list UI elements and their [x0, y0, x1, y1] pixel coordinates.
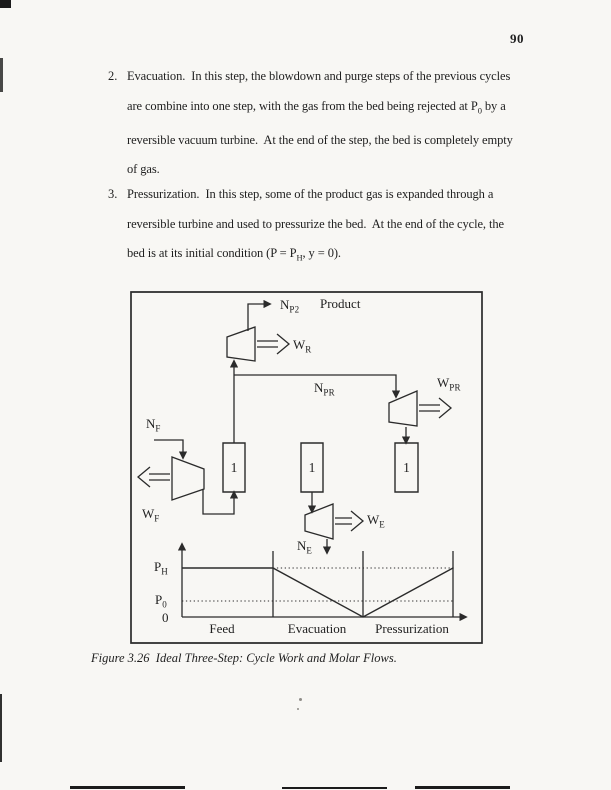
bed-3-label: 1: [403, 459, 410, 475]
compressor-to-bed1-line: [203, 489, 234, 514]
product-turbine: [227, 327, 255, 361]
step-label-feed: Feed: [209, 621, 235, 636]
evacuation-turbine: [305, 504, 333, 539]
text-line: of gas.: [127, 162, 160, 176]
work-arrow-wpr: [419, 398, 451, 418]
label-wf: $W_F$: [142, 506, 160, 524]
product-flow-line: [248, 304, 265, 331]
label-npr: $N_{PR}$: [314, 380, 335, 398]
label-we: $W_E$: [367, 512, 385, 530]
list-number: 3.: [108, 187, 118, 201]
scan-speck: [299, 698, 302, 701]
text-line: [127, 239, 548, 273]
text-segment: are combine into one step, with the gas from the bed being rejected at P: [127, 98, 478, 113]
step-label-evacuation: Evacuation: [287, 621, 347, 636]
tick-p0: $P_0$: [155, 592, 167, 610]
text-segment: by a: [481, 98, 506, 113]
scan-artifact: [0, 694, 2, 762]
work-arrow-wr: [257, 334, 289, 354]
scan-artifact: [282, 787, 387, 789]
feed-compressor: [172, 457, 204, 500]
text-line: Evacuation. In this step, the blowdown and purge steps of the previous cycles: [127, 69, 511, 83]
text-line: reversible vacuum turbine. At the end of the step, the bed is completely empty: [127, 132, 513, 147]
label-np2: $N_{P2}$: [280, 297, 300, 315]
label-ne: $N_E$: [297, 538, 313, 556]
pressurization-turbine: [389, 391, 417, 426]
text-line: [127, 92, 548, 126]
label-wpr: $W_{PR}$: [437, 375, 461, 393]
paragraph-lines: [127, 180, 548, 273]
scan-artifact: [415, 786, 510, 789]
subscript: 0: [477, 105, 482, 115]
bed-1-label: 1: [230, 459, 238, 475]
step-label-pressurization: Pressurization: [375, 621, 449, 636]
list-item-evacuation: [108, 62, 548, 185]
list-number: 2.: [108, 69, 118, 83]
label-wr: $W_R$: [293, 337, 312, 355]
scan-artifact: [0, 58, 3, 92]
paragraph-lines: [127, 62, 548, 185]
label-nf: $N_F$: [146, 416, 161, 434]
text-line: Pressurization. In this step, some of the product gas is expanded through a: [127, 187, 494, 201]
subscript: H: [296, 252, 303, 263]
tick-zero: 0: [162, 610, 169, 625]
tick-ph: $P_H$: [154, 559, 168, 577]
text-line: reversible turbine and used to pressurize the bed. At the end of the cycle, the: [127, 216, 504, 231]
scan-artifact: [0, 0, 11, 8]
scan-artifact: [70, 786, 185, 789]
scan-speck: [297, 708, 299, 710]
page-number: 90: [510, 31, 524, 46]
label-product: Product: [320, 296, 361, 311]
figure-caption: Figure 3.26 Ideal Three-Step: Cycle Work and Molar Flows.: [91, 651, 397, 665]
bed-2-label: 1: [308, 459, 316, 475]
work-arrow-we: [335, 511, 363, 531]
pressure-profile-line: [182, 568, 453, 617]
work-arrow-wf: [138, 467, 170, 487]
text-segment: , y = 0).: [302, 246, 341, 260]
feed-flow-line: [154, 440, 183, 453]
text-segment: bed is at its initial condition (P = P: [127, 246, 297, 260]
list-item-pressurization: [108, 180, 548, 273]
